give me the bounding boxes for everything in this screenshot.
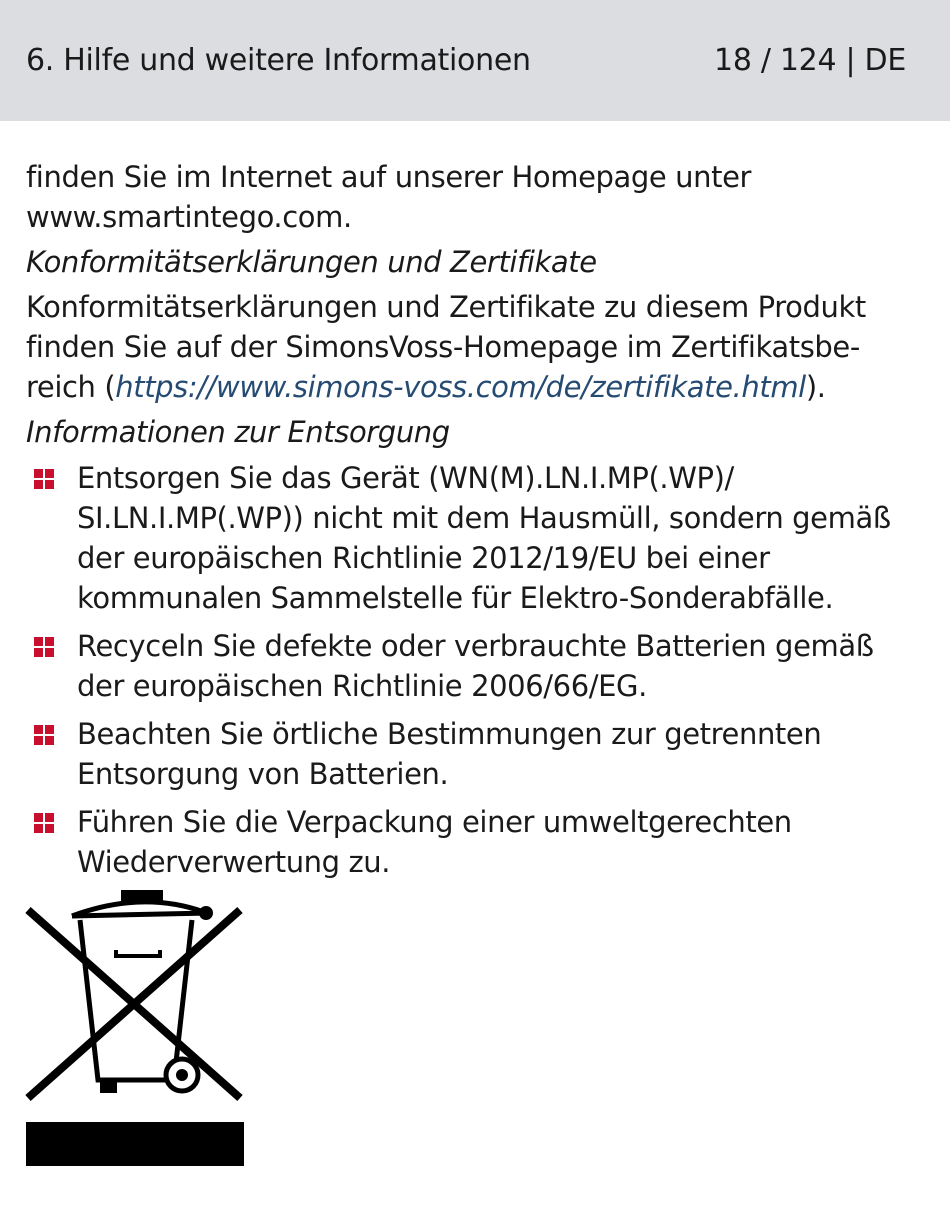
section-title: 6. Hilfe und weitere Informationen — [26, 43, 531, 78]
disposal-list — [26, 458, 924, 882]
intro-line-2: www.smartintego.com. — [26, 200, 352, 234]
certificates-link[interactable]: https://www.simons-voss.com/de/zertifikate.html — [115, 370, 806, 404]
list-item — [26, 802, 924, 882]
page-info: 18 / 124 | DE — [714, 43, 906, 78]
list-item-text: Entsorgen Sie das Gerät (WN(M).LN.I.MP(.WP)/ SI.LN.I.MP(.WP)) nicht mit dem Hausmüll, sondern gemäß der europäischen Richtlinie 2012/19/EU bei einer kommunalen Sammelstelle für Elektro-Sonderabfälle. — [77, 461, 891, 615]
red-four-square-bullet-icon — [34, 469, 54, 489]
list-item — [26, 714, 924, 794]
list-item-text: Führen Sie die Verpackung einer umweltgerechten Wiederverwertung zu. — [77, 805, 792, 879]
page-header — [0, 0, 950, 121]
disposal-heading: Informationen zur Entsorgung — [26, 415, 450, 449]
conformity-text-before: Konformitätserklärungen und Zertifikate zu diesem Produkt finden Sie auf der SimonsVoss-Homepage im Zertifikatsbe-reich ( — [26, 290, 866, 404]
crossed-out-wheelie-bin-icon — [24, 886, 246, 1168]
red-four-square-bullet-icon — [34, 813, 54, 833]
list-item-text: Recyceln Sie defekte oder verbrauchte Batterien gemäß der europäischen Richtlinie 2006/66/EG. — [77, 629, 874, 703]
intro-line-1: finden Sie im Internet auf unserer Homepage unter — [26, 160, 752, 194]
red-four-square-bullet-icon — [34, 637, 54, 657]
page-content — [0, 157, 950, 882]
list-item-text: Beachten Sie örtliche Bestimmungen zur getrennten Entsorgung von Batterien. — [77, 717, 822, 791]
conformity-heading: Konformitätserklärungen und Zertifikate — [26, 245, 597, 279]
intro-paragraph — [26, 157, 924, 237]
red-four-square-bullet-icon — [34, 725, 54, 745]
conformity-text-after: ). — [805, 370, 826, 404]
list-item — [26, 458, 924, 618]
list-item — [26, 626, 924, 706]
conformity-paragraph — [26, 287, 924, 407]
